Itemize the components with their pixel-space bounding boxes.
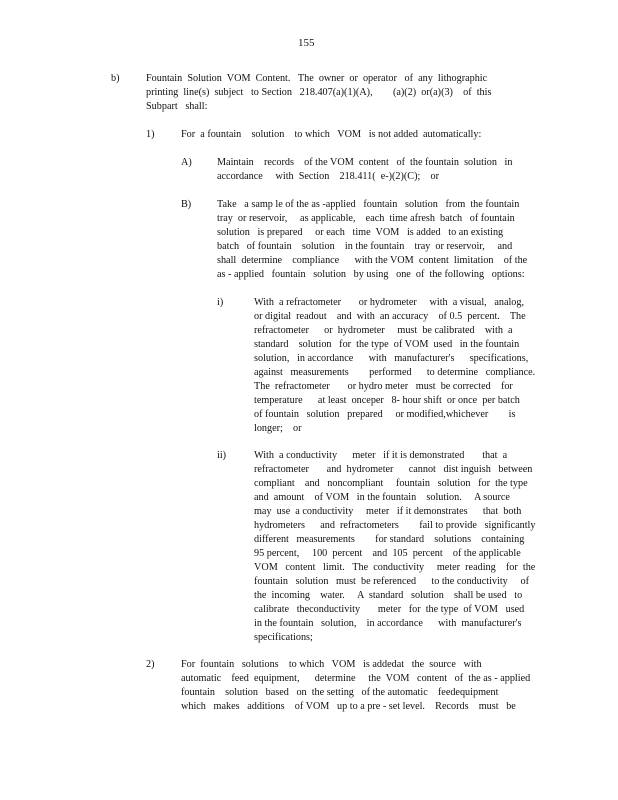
item-ii-line: specifications;: [254, 632, 313, 643]
item-b-line: as - applied fountain solution by using one of the following options:: [217, 269, 525, 280]
item-ii-line: the incoming water. A standard solution shall be used to: [254, 590, 523, 601]
item-ii-line: fountain solution must be referenced to the conductivity of: [254, 576, 529, 587]
item-ii-line: VOM content limit. The conductivity meter reading for the: [254, 562, 536, 573]
item-2-line: fountain solution based on the setting of the automatic feedequipment: [181, 687, 499, 698]
item-a-label: A): [181, 157, 192, 168]
item-i-line: With a refractometer or hydrometer with a visual, analog,: [254, 297, 525, 308]
item-i-line: refractometer or hydrometer must be calibrated with a: [254, 325, 513, 336]
item-i-line: of fountain solution prepared or modified,whichever is: [254, 409, 516, 420]
item-2-line: which makes additions of VOM up to a pre - set level. Records must be: [181, 701, 516, 712]
item-ii-line: hydrometers and refractometers fail to provide significantly: [254, 520, 536, 531]
item-b-line: shall determine compliance with the VOM content limitation of the: [217, 255, 528, 266]
item-i-label: i): [217, 297, 224, 308]
item-ii-line: calibrate theconductivity meter for the type of VOM used: [254, 604, 525, 615]
item-a-line: Maintain records of the VOM content of the fountain solution in: [217, 157, 513, 168]
item-i-line: standard solution for the type of VOM used in the fountain: [254, 339, 520, 350]
item-i-line: or digital readout and with an accuracy of 0.5 percent. The: [254, 311, 526, 322]
item-b-line: Take a samp le of the as -applied fountain solution from the fountain: [217, 199, 520, 210]
item-ii-line: refractometer and hydrometer cannot dist inguish between: [254, 464, 533, 475]
item-ii-line: may use a conductivity meter if it demonstrates that both: [254, 506, 522, 517]
section-b-line: printing line(s) subject to Section 218.407(a)(1)(A), (a)(2) or(a)(3) of this: [146, 87, 492, 98]
item-ii-line: and amount of VOM in the fountain solution. A source: [254, 492, 510, 503]
section-b-line: Fountain Solution VOM Content. The owner or operator of any lithographic: [146, 73, 488, 84]
item-i-line: solution, in accordance with manufacturer's specifications,: [254, 353, 529, 364]
item-i-line: The refractometer or hydro meter must be corrected for: [254, 381, 513, 392]
item-ii-line: compliant and noncompliant fountain solution for the type: [254, 478, 528, 489]
item-1-line: For a fountain solution to which VOM is not added automatically:: [181, 129, 482, 140]
section-b-line: Subpart shall:: [146, 101, 208, 112]
item-a-line: accordance with Section 218.411( e-)(2)(C); or: [217, 171, 439, 182]
item-2-label: 2): [146, 659, 155, 670]
item-i-line: against measurements performed to determine compliance.: [254, 367, 536, 378]
item-b-line: solution is prepared or each time VOM is added to an existing: [217, 227, 504, 238]
item-ii-line: different measurements for standard solutions containing: [254, 534, 525, 545]
item-ii-label: ii): [217, 450, 227, 461]
item-b-line: batch of fountain solution in the fountain tray or reservoir, and: [217, 241, 513, 252]
item-b-label: B): [181, 199, 192, 210]
item-b-line: tray or reservoir, as applicable, each time afresh batch of fountain: [217, 213, 515, 224]
item-ii-line: 95 percent, 100 percent and 105 percent of the applicable: [254, 548, 521, 559]
item-i-line: longer; or: [254, 423, 302, 434]
page-number: 155: [298, 37, 315, 49]
item-ii-line: in the fountain solution, in accordance with manufacturer's: [254, 618, 522, 629]
section-b-label: b): [111, 73, 120, 84]
item-2-line: For fountain solutions to which VOM is addedat the source with: [181, 659, 482, 670]
item-ii-line: With a conductivity meter if it is demonstrated that a: [254, 450, 508, 461]
item-2-line: automatic feed equipment, determine the VOM content of the as - applied: [181, 673, 531, 684]
item-1-label: 1): [146, 129, 155, 140]
item-i-line: temperature at least onceper 8- hour shift or once per batch: [254, 395, 520, 406]
